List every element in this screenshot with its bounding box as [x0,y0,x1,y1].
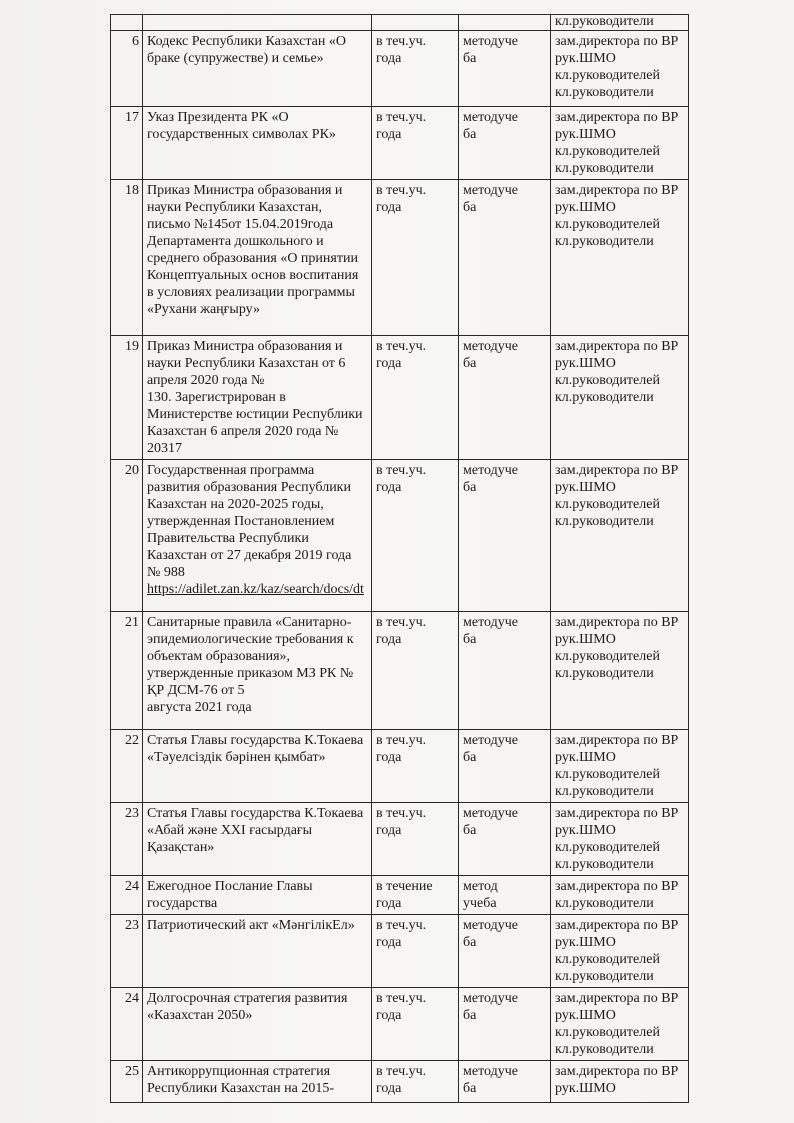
term-cell: в теч.уч. года [372,180,459,336]
method-cell: методуче ба [459,336,551,460]
document-title-cell: Долгосрочная стратегия развития «Казахстан 2050» [143,988,372,1061]
method-cell: методуче ба [459,612,551,730]
row-number: 22 [111,730,143,803]
responsible-cell: кл.руководители [551,15,689,31]
document-title-text: Государственная программа развития образования Республики Казахстан на 2020-2025 годы, утвержденная Постановлением Правительства Республики Казахстан от 27 декабря 2019 года № 988 [147,463,352,580]
term-cell: в теч.уч. года [372,988,459,1061]
term-cell [372,15,459,31]
table-row [111,876,689,915]
row-number: 20 [111,460,143,612]
adilet-link[interactable]: https://adilet.zan.kz/kaz/search/docs/dt [147,582,364,597]
responsible-cell: зам.директора по ВР рук.ШМО кл.руководителей кл.руководители [551,988,689,1061]
table-row [111,1061,689,1103]
document-title-cell: Статья Главы государства К.Токаева «Тәуелсіздік бәрінен қымбат» [143,730,372,803]
method-cell: методуче ба [459,107,551,180]
document-title-cell: Указ Президента РК «О государственных символах РК» [143,107,372,180]
responsible-cell: зам.директора по ВР рук.ШМО кл.руководителей кл.руководители [551,180,689,336]
method-cell: методуче ба [459,730,551,803]
document-title-cell [143,460,372,612]
table-row [111,915,689,988]
table-row [111,730,689,803]
table-row-top [111,15,689,31]
responsible-cell: зам.директора по ВР рук.ШМО [551,1061,689,1103]
table-row [111,803,689,876]
row-number: 23 [111,803,143,876]
document-title-cell: Кодекс Республики Казахстан «О браке (супружестве) и семье» [143,31,372,107]
row-number: 6 [111,31,143,107]
row-number: 21 [111,612,143,730]
document-title-cell: Ежегодное Послание Главы государства [143,876,372,915]
row-number: 24 [111,876,143,915]
table-row [111,612,689,730]
document-title-cell: Приказ Министра образования и науки Республики Казахстан от 6 апреля 2020 года № 130. Зарегистрирован в Министерстве юстиции Республики Казахстан 6 апреля 2020 года № 20317 [143,336,372,460]
responsible-cell: зам.директора по ВР рук.ШМО кл.руководителей кл.руководители [551,336,689,460]
term-cell: в теч.уч. года [372,1061,459,1103]
responsible-cell: зам.директора по ВР рук.ШМО кл.руководителей кл.руководители [551,803,689,876]
method-cell: методуче ба [459,915,551,988]
document-title-cell: Статья Главы государства К.Токаева «Абай және XXI ғасырдағы Қазақстан» [143,803,372,876]
table-row [111,180,689,336]
row-number: 17 [111,107,143,180]
document-title-cell: Приказ Министра образования и науки Республики Казахстан, письмо №145от 15.04.2019года Департамента дошкольного и среднего образования «О принятии Концептуальных основ воспитания в условиях реализации программы «Рухани жаңғыру» [143,180,372,336]
responsible-cell: зам.директора по ВР рук.ШМО кл.руководителей кл.руководители [551,107,689,180]
method-cell: методуче ба [459,1061,551,1103]
term-cell: в теч.уч. года [372,31,459,107]
responsible-cell: зам.директора по ВР рук.ШМО кл.руководителей кл.руководители [551,612,689,730]
term-cell: в течение года [372,876,459,915]
method-cell: методуче ба [459,180,551,336]
row-number: 24 [111,988,143,1061]
row-number: 25 [111,1061,143,1103]
term-cell: в теч.уч. года [372,460,459,612]
responsible-cell: зам.директора по ВР кл.руководители [551,876,689,915]
responsible-cell: зам.директора по ВР рук.ШМО кл.руководителей кл.руководители [551,31,689,107]
method-cell: методуче ба [459,460,551,612]
plan-table [110,14,689,1103]
table-row [111,336,689,460]
method-cell: методуче ба [459,803,551,876]
document-title-cell: Санитарные правила «Санитарно-эпидемиологические требования к объектам образования», утвержденные приказом МЗ РК № ҚР ДСМ-76 от 5 августа 2021 года [143,612,372,730]
term-cell: в теч.уч. года [372,803,459,876]
method-cell: метод учеба [459,876,551,915]
responsible-cell: зам.директора по ВР рук.ШМО кл.руководителей кл.руководители [551,460,689,612]
method-cell: методуче ба [459,31,551,107]
row-number: 19 [111,336,143,460]
document-title-cell [143,15,372,31]
responsible-cell: зам.директора по ВР рук.ШМО кл.руководителей кл.руководители [551,915,689,988]
term-cell: в теч.уч. года [372,612,459,730]
document-title-cell: Патриотический акт «МәнгілікЕл» [143,915,372,988]
responsible-cell: зам.директора по ВР рук.ШМО кл.руководителей кл.руководители [551,730,689,803]
method-cell [459,15,551,31]
table-row [111,31,689,107]
row-number [111,15,143,31]
row-number: 18 [111,180,143,336]
method-cell: методуче ба [459,988,551,1061]
term-cell: в теч.уч. года [372,730,459,803]
row-number: 23 [111,915,143,988]
table-row [111,107,689,180]
table-row [111,988,689,1061]
table-row [111,460,689,612]
term-cell: в теч.уч. года [372,336,459,460]
term-cell: в теч.уч. года [372,915,459,988]
term-cell: в теч.уч. года [372,107,459,180]
document-title-cell: Антикоррупционная стратегия Республики Казахстан на 2015- [143,1061,372,1103]
